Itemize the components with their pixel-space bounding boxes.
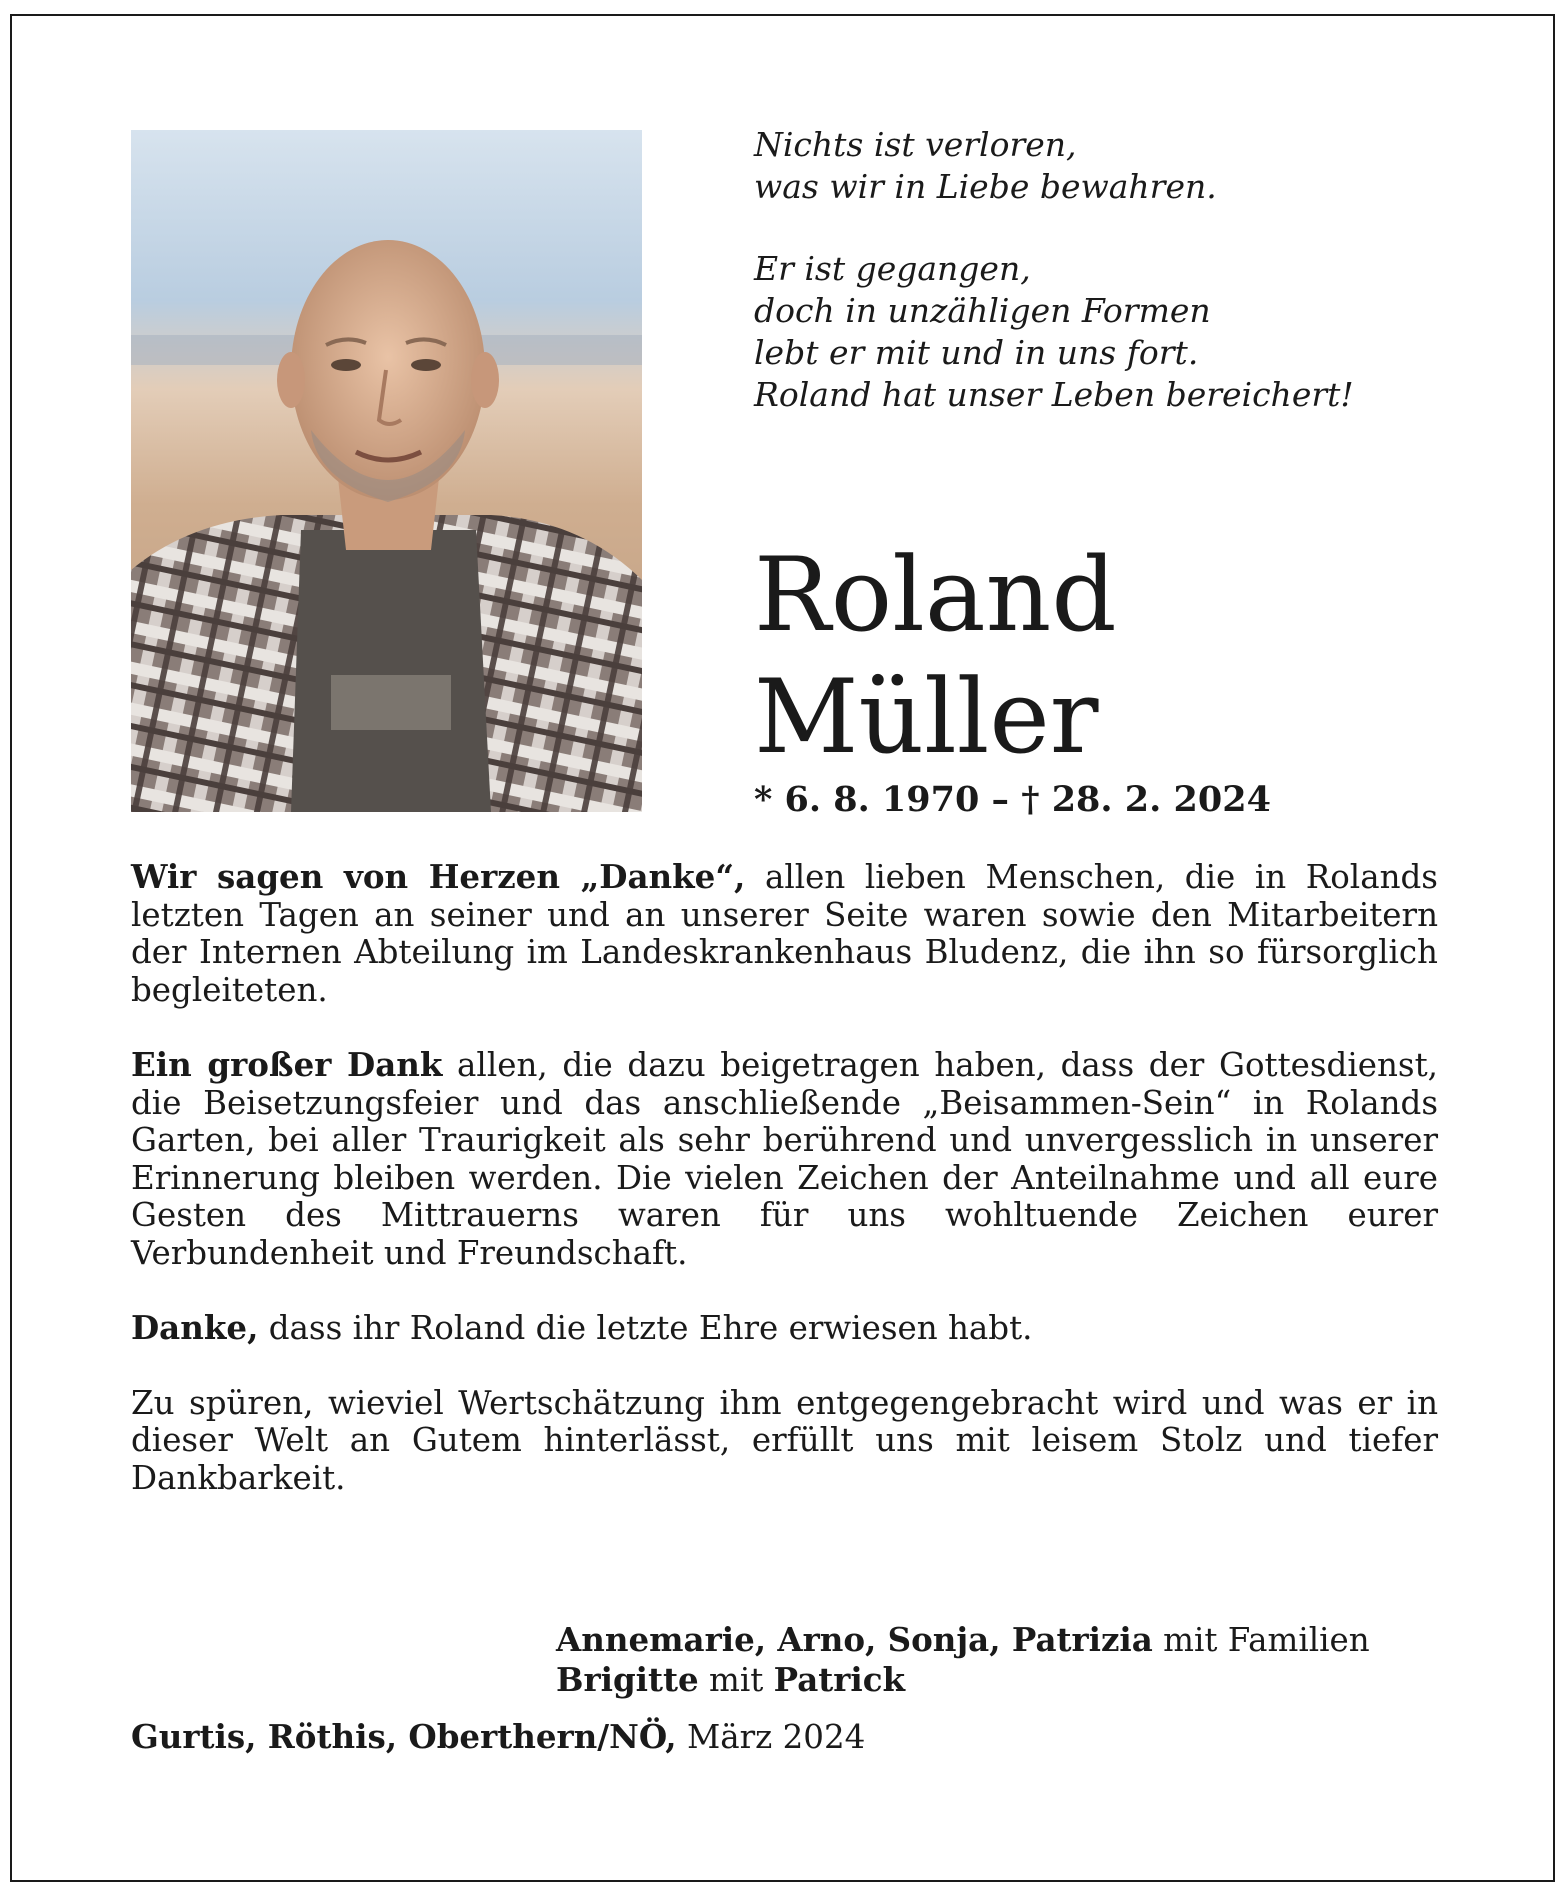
paragraph	[131, 1046, 1438, 1272]
poem-line: Roland hat unser Leben bereichert!	[754, 375, 1354, 414]
poem-line: was wir in Liebe bewahren.	[754, 167, 1217, 206]
paragraph-text: allen lieben Menschen, die in Rolands letzten Tagen an seiner und an unserer Seite waren sowie den Mitarbeitern der Internen Abteilung im Landeskrankenhaus Bludenz, die ihn so fürsorglich begleiteten.	[131, 858, 1438, 1009]
life-dates: * 6. 8. 1970 – † 28. 2. 2024	[754, 779, 1271, 820]
signature-names: Annemarie, Arno, Sonja, Patrizia	[556, 1620, 1153, 1659]
signature-suffix: mit Familien	[1152, 1621, 1370, 1659]
poem-line: doch in unzähligen Formen	[754, 291, 1211, 330]
signature-line-1	[556, 1620, 1370, 1660]
paragraph	[131, 1309, 1438, 1348]
paragraph	[131, 858, 1438, 1009]
paragraph-text: dass ihr Roland die letzte Ehre erwiesen habt.	[258, 1309, 1033, 1347]
signature-name: Patrick	[773, 1660, 906, 1699]
signature-line-2	[556, 1660, 1370, 1700]
place-and-date	[131, 1717, 865, 1757]
month-year: März 2024	[676, 1718, 866, 1756]
paragraph-lead: Danke,	[131, 1308, 259, 1347]
places: Gurtis, Röthis, Oberthern/NÖ,	[131, 1717, 677, 1756]
first-name: Roland	[754, 536, 1117, 655]
poem-line: lebt er mit und in uns fort.	[754, 333, 1199, 372]
last-name: Müller	[754, 658, 1099, 777]
deceased-name	[754, 535, 1117, 779]
poem-stanza-2	[754, 248, 1474, 416]
signature	[556, 1620, 1370, 1700]
paragraph-lead: Wir sagen von Herzen „Danke“,	[131, 857, 746, 896]
signature-name: Brigitte	[556, 1660, 699, 1699]
paragraph	[131, 1385, 1438, 1498]
signature-connector: mit	[698, 1661, 774, 1699]
memorial-poem	[754, 124, 1474, 456]
poem-stanza-1	[754, 124, 1474, 208]
poem-line: Nichts ist verloren,	[754, 125, 1077, 164]
paragraph-text: Zu spüren, wieviel Wertschätzung ihm entgegengebracht wird und was er in dieser Welt an Gutem hinterlässt, erfüllt uns mit leisem Stolz und tiefer Dankbarkeit.	[131, 1383, 1438, 1497]
thank-you-text	[131, 858, 1438, 1534]
poem-line: Er ist gegangen,	[754, 249, 1031, 288]
portrait-photo-illustration	[131, 130, 642, 812]
paragraph-text: allen, die dazu beigetragen haben, dass der Gottesdienst, die Beisetzungsfeier und das anschließende „Beisammen-Sein“ in Rolands Garten, bei aller Traurigkeit als sehr berührend und unvergesslich in unserer Erinnerung bleiben werden. Die vielen Zeichen der Anteilnahme und all eure Gesten des Mittrauerns waren für uns wohltuende Zeichen eurer Verbundenheit und Freundschaft.	[131, 1046, 1438, 1272]
paragraph-lead: Ein großer Dank	[131, 1045, 443, 1084]
portrait-photo	[131, 130, 642, 812]
